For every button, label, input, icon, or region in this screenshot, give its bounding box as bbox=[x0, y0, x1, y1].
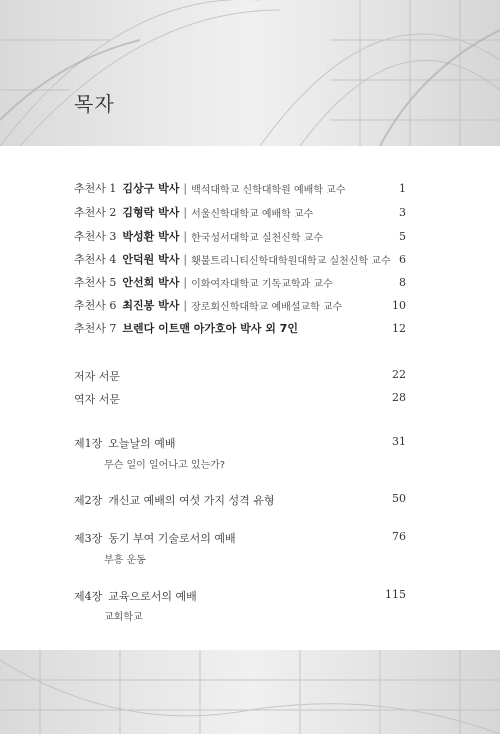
entry-separator: | bbox=[183, 205, 188, 219]
page-number: 76 bbox=[392, 530, 406, 543]
entry-author: 안덕원 박사 bbox=[122, 253, 180, 266]
toc-entry-chapter-3[interactable] bbox=[74, 530, 236, 546]
page-number: 6 bbox=[399, 253, 406, 266]
chapter-label: 제2장 bbox=[74, 494, 103, 507]
entry-author: 최진봉 박사 bbox=[122, 299, 180, 312]
page-number: 1 bbox=[399, 182, 406, 195]
toc-entry-recommendation-1[interactable] bbox=[74, 178, 406, 198]
toc-entry-recommendation-3[interactable] bbox=[74, 226, 406, 246]
toc-entry-chapter-4[interactable] bbox=[74, 588, 197, 604]
entry-author: 김상구 박사 bbox=[122, 182, 180, 195]
page-number: 31 bbox=[392, 435, 406, 448]
chapter-label: 제3장 bbox=[74, 532, 103, 545]
page-title: 목자 bbox=[74, 92, 115, 116]
entry-separator: | bbox=[183, 275, 188, 289]
page-number: 115 bbox=[385, 588, 406, 601]
page-number: 28 bbox=[392, 391, 406, 404]
chapter-title: 동기 부여 기술로서의 예배 bbox=[108, 532, 236, 545]
entry-affiliation: 서울신학대학교 예배학 교수 bbox=[191, 208, 314, 220]
toc-entry-chapter-2[interactable] bbox=[74, 492, 275, 508]
chapter-subtitle: 무슨 일이 일어나고 있는가? bbox=[104, 460, 226, 471]
entry-affiliation: 장로회신학대학교 예배설교학 교수 bbox=[191, 301, 343, 313]
entry-separator: | bbox=[183, 181, 188, 195]
chapter-subtitle: 부흥 운동 bbox=[104, 555, 146, 566]
entry-author: 박성환 박사 bbox=[122, 230, 180, 243]
arcade-ceiling-illustration bbox=[0, 0, 500, 146]
entry-separator: | bbox=[183, 229, 188, 243]
entry-separator: | bbox=[183, 298, 188, 312]
arcade-floor-illustration bbox=[0, 650, 500, 734]
toc-entry-translator-preface[interactable]: 역자 서문 bbox=[74, 393, 121, 406]
chapter-title: 교육으로서의 예배 bbox=[108, 590, 197, 603]
toc-entry-recommendation-6[interactable] bbox=[74, 295, 406, 315]
toc-entry-recommendation-2[interactable] bbox=[74, 202, 406, 222]
entry-label: 추천사 1 bbox=[74, 182, 117, 195]
entry-affiliation: 횃불트리니티신학대학원대학교 실천신학 교수 bbox=[191, 255, 391, 267]
entry-label: 추천사 3 bbox=[74, 230, 117, 243]
footer-photo-band bbox=[0, 650, 500, 734]
entry-separator: | bbox=[183, 252, 188, 266]
chapter-title: 오늘날의 예배 bbox=[108, 437, 176, 450]
page-number: 8 bbox=[399, 276, 406, 289]
chapter-title: 개신교 예배의 여섯 가지 성격 유형 bbox=[108, 494, 275, 507]
page-number: 3 bbox=[399, 206, 406, 219]
header-photo-band bbox=[0, 0, 500, 146]
entry-affiliation: 이화여자대학교 기독교학과 교수 bbox=[191, 278, 333, 290]
page-number: 22 bbox=[392, 368, 406, 381]
entry-author: 안선희 박사 bbox=[122, 276, 180, 289]
toc-entry-recommendation-5[interactable] bbox=[74, 272, 406, 292]
chapter-label: 제1장 bbox=[74, 437, 103, 450]
toc-entry-recommendation-7[interactable] bbox=[74, 318, 406, 338]
entry-author: 김형락 박사 bbox=[122, 206, 180, 219]
chapter-label: 제4장 bbox=[74, 590, 103, 603]
toc-entry-chapter-1[interactable] bbox=[74, 435, 176, 451]
page-number: 50 bbox=[392, 492, 406, 505]
page-number: 5 bbox=[399, 230, 406, 243]
entry-label: 추천사 6 bbox=[74, 299, 117, 312]
entry-author: 브렌다 이트맨 아가호아 박사 외 7인 bbox=[122, 322, 298, 335]
toc-entry-recommendation-4[interactable] bbox=[74, 249, 406, 269]
entry-label: 추천사 2 bbox=[74, 206, 117, 219]
chapter-subtitle: 교회학교 bbox=[104, 612, 143, 623]
page-number: 12 bbox=[392, 322, 406, 335]
entry-label: 추천사 4 bbox=[74, 253, 117, 266]
page-number: 10 bbox=[392, 299, 406, 312]
entry-label: 추천사 5 bbox=[74, 276, 117, 289]
entry-affiliation: 백석대학교 신학대학원 예배학 교수 bbox=[191, 184, 346, 196]
entry-label: 추천사 7 bbox=[74, 322, 117, 335]
toc-entry-author-preface[interactable]: 저자 서문 bbox=[74, 370, 121, 383]
entry-affiliation: 한국성서대학교 실천신학 교수 bbox=[191, 232, 323, 244]
